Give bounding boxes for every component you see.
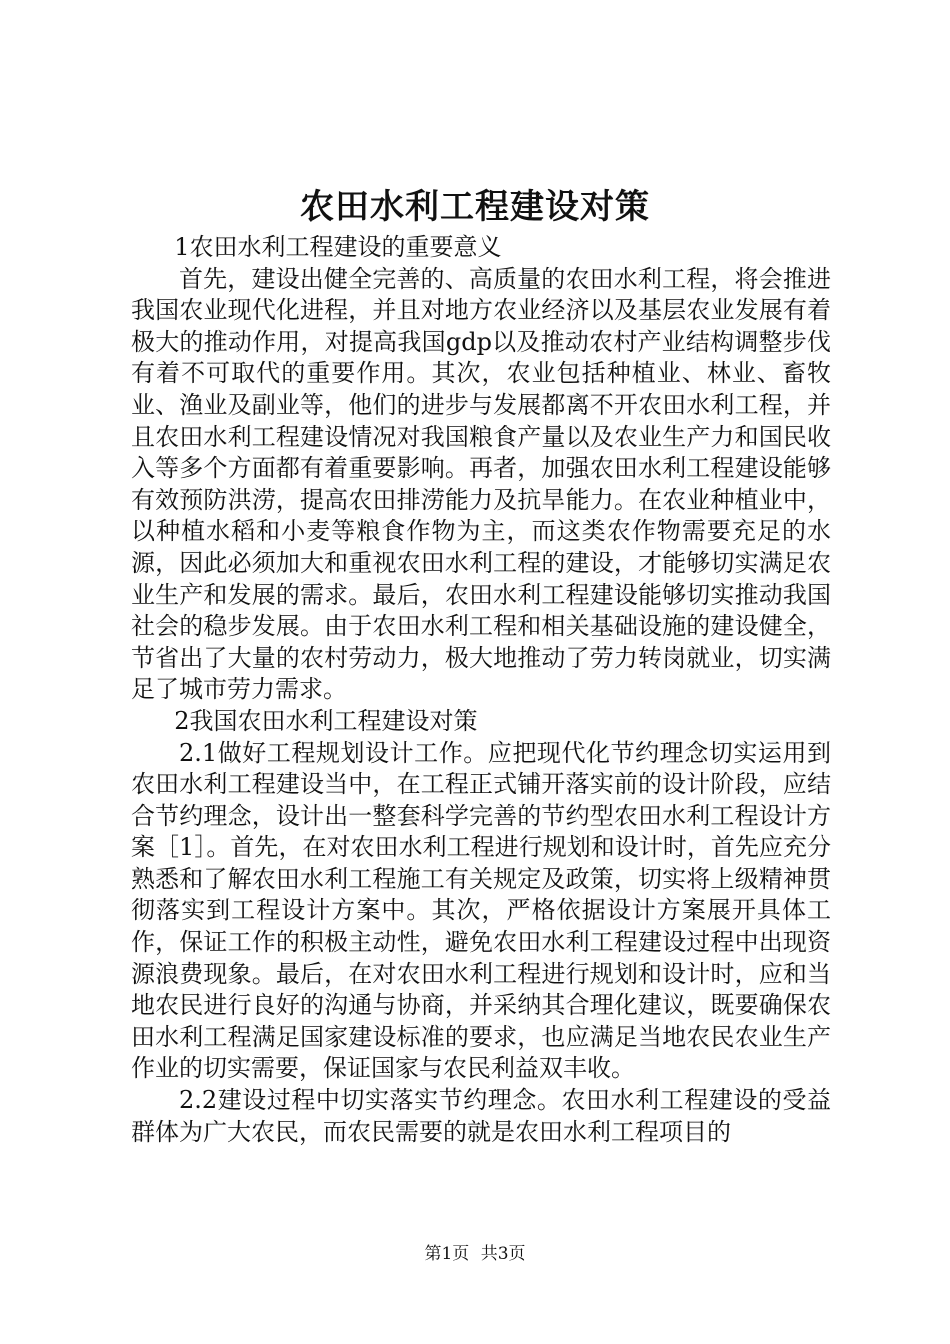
paragraph-2-2: 2.2建设过程中切实落实节约理念。农田水利工程建设的受益群体为广大农民，而农民需要的就是农田水利工程项目的 [131,1086,831,1146]
page-total: 共3页 [480,1244,526,1264]
page-footer [0,1242,950,1266]
section-heading-2: 2我国农田水利工程建设对策 [174,706,478,735]
paragraph-2-1: 2.1做好工程规划设计工作。应把现代化节约理念切实运用到农田水利工程建设当中，在工程正式铺开落实前的设计阶段，应结合节约理念，设计出一整套科学完善的节约型农田水利工程设计方案［1］。首先，在对农田水利工程进行规划和设计时，首先应充分熟悉和了解农田水利工程施工有关规定及政策，切实将上级精神贯彻落实到工程设计方案中。其次，严格依据设计方案展开具体工作，保证工作的积极主动性，避免农田水利工程建设过程中出现资源浪费现象。最后，在对农田水利工程进行规划和设计时，应和当地农民进行良好的沟通与协商，并采纳其合理化建议，既要确保农田水利工程满足国家建设标准的要求，也应满足当地农民农业生产作业的切实需要，保证国家与农民利益双丰收。 [131,738,831,1083]
section-heading-1: 1农田水利工程建设的重要意义 [174,233,502,261]
document-title: 农田水利工程建设对策 [300,187,650,227]
paragraph-1: 首先，建设出健全完善的、高质量的农田水利工程，将会推进我国农业现代化进程，并且对地方农业经济以及基层农业发展有着极大的推动作用，对提高我国gdp以及推动农村产业结构调整步伐有着不可取代的重要作用。其次，农业包括种植业、林业、畜牧业、渔业及副业等，他们的进步与发展都离不开农田水利工程，并且农田水利工程建设情况对我国粮食产量以及农业生产力和国民收入等多个方面都有着重要影响。再者，加强农田水利工程建设能够有效预防洪涝，提高农田排涝能力及抗旱能力。在农业种植业中，以种植水稻和小麦等粮食作物为主，而这类农作物需要充足的水源，因此必须加大和重视农田水利工程的建设，才能够切实满足农业生产和发展的需求。最后，农田水利工程建设能够切实推动我国社会的稳步发展。由于农田水利工程和相关基础设施的建设健全，节省出了大量的农村劳动力，极大地推动了劳力转岗就业，切实满足了城市劳力需求。 [131,264,831,704]
document-body [131,232,831,1148]
page-number: 第1页 [424,1244,470,1264]
